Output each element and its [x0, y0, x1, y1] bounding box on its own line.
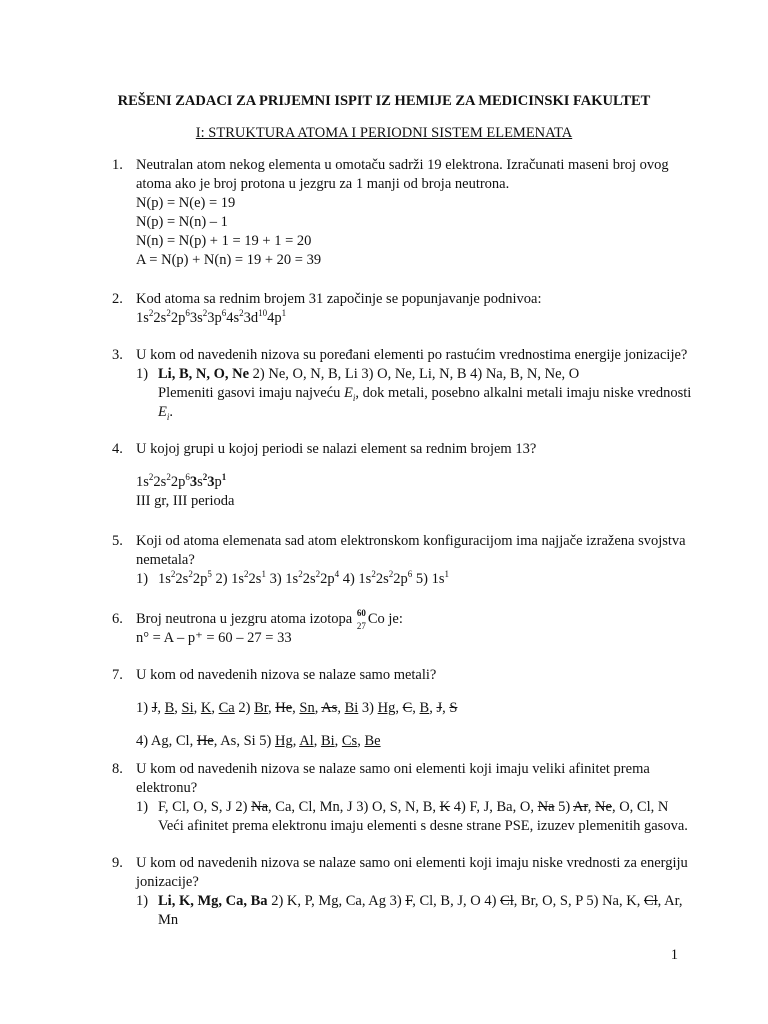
question-text: Koji od atoma elemenata sad atom elektronskom konfiguracijom ima najjače izražena svojstva: [136, 533, 686, 549]
page-number: 1: [670, 947, 678, 963]
explanation: Plemeniti gasovi imaju najveću $E_i$, dok metali, posebno alkalni metali imaju niske vrednosti: [158, 385, 692, 403]
calculation-line: N(p) = N(n) – 1: [136, 214, 228, 230]
question-text: nemetala?: [136, 552, 195, 568]
question-text: U kom od navedenih nizova se nalaze samo metali?: [136, 667, 437, 683]
electron-configuration: $1s^22s^22p^63s^23p^64s^23d^{10}4p^1$: [136, 308, 287, 326]
question-2: [112, 290, 672, 328]
question-text: U kom od navedenih nizova su poređani elementi po rastućim vrednostima energije jonizacije?: [136, 347, 688, 363]
question-6: [112, 610, 672, 648]
question-8: [112, 760, 688, 836]
answer-options: [136, 365, 672, 384]
isotope-notation: 60 27: [356, 608, 366, 631]
answer-text: III gr, III perioda: [136, 493, 235, 509]
question-9: [112, 854, 688, 930]
question-number: 5.: [112, 533, 123, 549]
question-number: 3.: [112, 347, 123, 363]
question-number: 6.: [112, 611, 123, 627]
question-7: [112, 666, 672, 751]
question-text: Kod atoma sa rednim brojem 31 započinje se popunjavanje podnivoa:: [136, 291, 542, 307]
document-title: REŠENI ZADACI ZA PRIJEMNI ISPIT IZ HEMIJE ZA MEDICINSKI FAKULTET: [117, 93, 651, 109]
question-number: 2.: [112, 291, 123, 307]
answer-options: 1) F, Cl, O, S, J 2) Na, Ca, Cl, Mn, J 3) O, S, N, B, K 4) F, J, Ba, O, Na 5) Ar, Ne, O, Cl, N: [136, 799, 669, 815]
question-text: Neutralan atom nekog elementa u omotaču sadrži 19 elektrona. Izračunati maseni broj ovog: [136, 157, 669, 173]
answer-options: 1) $1s^22s^22p^5$ 2) $1s^22s^1$ 3) $1s^22s^22p^4$ 4) $1s^22s^22p^6$ 5) $1s^1$: [136, 569, 449, 587]
electron-configuration: $1s^22s^22p^63s^23p^1$: [136, 472, 227, 490]
answer-options-continued: Mn: [158, 912, 179, 928]
question-number: 7.: [112, 667, 123, 683]
section-title: I: STRUKTURA ATOMA I PERIODNI SISTEM ELEMENATA: [195, 125, 573, 141]
question-text: U kom od navedenih nizova se nalaze samo oni elementi koji imaju niske vrednosti za energiju: [136, 855, 688, 871]
question-number: 8.: [112, 761, 123, 777]
question-4: [112, 440, 672, 511]
answer-options: 4) Ag, Cl, He, As, Si 5) Hg, Al, Bi, Cs, Be: [136, 733, 381, 749]
calculation-line: n° = A – p⁺ = 60 – 27 = 33: [136, 630, 292, 646]
explanation: Veći afinitet prema elektronu imaju elementi s desne strane PSE, izuzev plemenitih gasova.: [158, 818, 688, 834]
question-text: elektronu?: [136, 780, 198, 796]
question-text: U kom od navedenih nizova se nalaze samo oni elementi koji imaju veliki afinitet prema: [136, 761, 650, 777]
question-5: [112, 532, 686, 589]
answer-options: 1) J, B, Si, K, Ca 2) Br, He, Sn, As, Bi 3) Hg, C, B, J, S: [136, 700, 458, 716]
calculation-line: N(p) = N(e) = 19: [136, 195, 236, 211]
explanation: $E_i$.: [158, 404, 173, 422]
other-options: 2) Ne, O, N, B, Li 3) O, Ne, Li, N, B 4) Na, B, N, Ne, O: [249, 366, 580, 382]
correct-answer: Li, B, N, O, Ne: [158, 366, 250, 382]
calculation-line: A = N(p) + N(n) = 19 + 20 = 39: [136, 252, 322, 268]
question-number: 1.: [112, 157, 123, 173]
calculation-line: N(n) = N(p) + 1 = 19 + 1 = 20: [136, 233, 312, 249]
question-text: jonizacije?: [136, 874, 199, 890]
question-number: 9.: [112, 855, 123, 871]
answer-options: 1) Li, K, Mg, Ca, Ba 2) K, P, Mg, Ca, Ag 3) F, Cl, B, J, O 4) Cl, Br, O, S, P 5) Na, K, Cl, Ar,: [136, 893, 683, 909]
question-text: U kojoj grupi u kojoj periodi se nalazi element sa rednim brojem 13?: [136, 441, 537, 457]
question-text: atoma ako je broj protona u jezgru za 1 manji od broja neutrona.: [136, 176, 510, 192]
question-number: 4.: [112, 441, 123, 457]
option-number: 1): [136, 366, 149, 382]
question-3: [112, 346, 692, 422]
correct-answer: Li, K, Mg, Ca, Ba: [158, 893, 268, 909]
question-text: Broj neutrona u jezgru atoma izotopa 60 27 Co je:: [136, 608, 403, 631]
question-1: [112, 156, 672, 270]
